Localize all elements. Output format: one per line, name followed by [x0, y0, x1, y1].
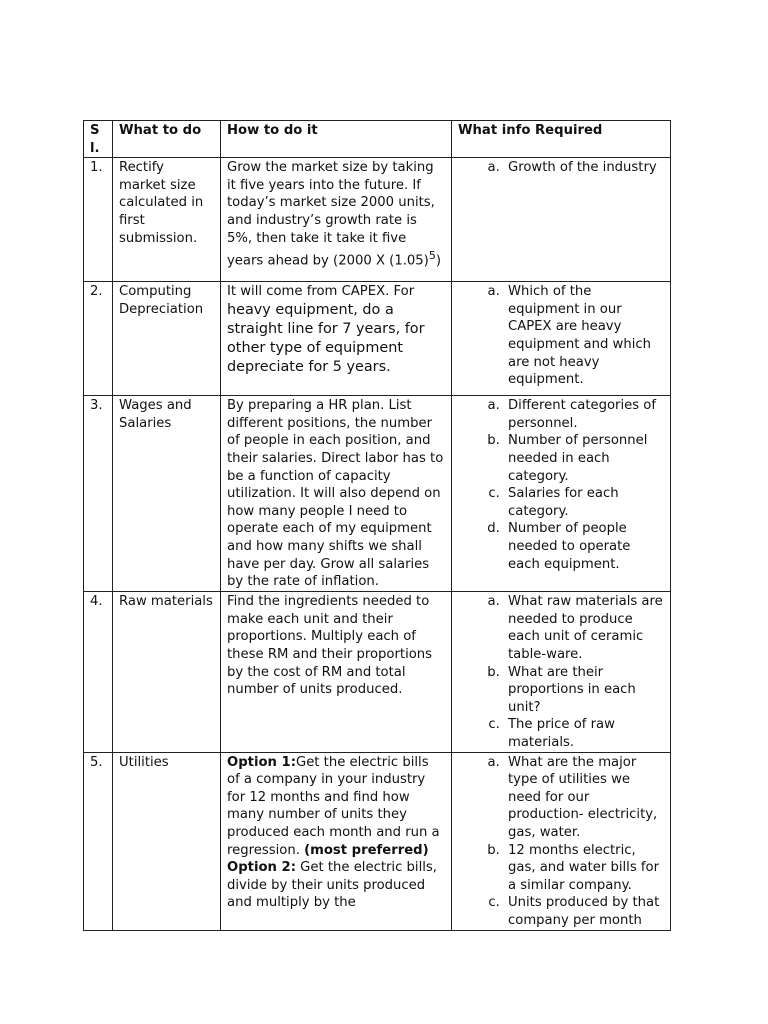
row-number: 5.	[84, 752, 113, 930]
how-text-end: )	[435, 253, 441, 269]
header-info-required: What info Required	[452, 121, 671, 158]
list-item: a. Different categories of personnel.	[504, 397, 664, 432]
list-item: c. Units produced by that company per month	[504, 894, 664, 929]
what-to-do-cell: Wages and Salaries	[113, 396, 221, 592]
row-number: 1.	[84, 158, 113, 282]
list-item: b. 12 months electric, gas, and water bills for a similar company.	[504, 842, 664, 895]
option-2-text: Get the electric bills, divide by their units produced and multiply by the	[227, 860, 437, 911]
list-item: c. Salaries for each category.	[504, 485, 664, 520]
info-list	[458, 159, 664, 177]
list-item: c. The price of raw materials.	[504, 716, 664, 751]
table-row	[84, 158, 671, 282]
list-item: a. What are the major type of utilities we need for our production- electricity, gas, water.	[504, 754, 664, 842]
list-item: d. Number of people needed to operate each equipment.	[504, 520, 664, 573]
how-text: It will come from CAPEX. For	[227, 284, 415, 300]
how-text-large: heavy equipment, do a straight line for 7 years, for other type of equipment depreciate for 5 years.	[227, 301, 425, 376]
how-to-do-cell: By preparing a HR plan. List different positions, the number of people in each position, and their salaries. Direct labor has to be a function of capacity utilization. It will also depend on how many people I need to operate each of my equipment and how many shifts we shall have per day. Grow all salaries by the rate of inflation.	[221, 396, 452, 592]
info-list	[458, 283, 664, 389]
info-cell	[452, 396, 671, 592]
option-2-label: Option 2:	[227, 860, 296, 876]
what-to-do-cell: Raw materials	[113, 592, 221, 752]
option-1-label: Option 1:	[227, 754, 296, 770]
list-item: a. What raw materials are needed to produce each unit of ceramic table-ware.	[504, 593, 664, 663]
what-to-do-cell: Utilities	[113, 752, 221, 930]
list-item: a. Which of the equipment in our CAPEX are heavy equipment and which are not heavy equipment.	[504, 283, 664, 389]
header-row	[84, 121, 671, 158]
what-to-do-cell: Computing Depreciation	[113, 282, 221, 396]
list-item: b. What are their proportions in each unit?	[504, 664, 664, 717]
table-row	[84, 282, 671, 396]
info-list	[458, 397, 664, 573]
table-row	[84, 752, 671, 930]
header-what-to-do: What to do	[113, 121, 221, 158]
row-number: 4.	[84, 592, 113, 752]
how-to-do-cell	[221, 158, 452, 282]
list-item: a. Growth of the industry	[504, 159, 664, 177]
exponent: 5	[428, 249, 436, 263]
row-number: 2.	[84, 282, 113, 396]
list-item: b. Number of personnel needed in each category.	[504, 432, 664, 485]
info-cell	[452, 282, 671, 396]
info-cell	[452, 158, 671, 282]
info-list	[458, 754, 664, 930]
info-list	[458, 593, 664, 751]
header-how-to-do-it: How to do it	[221, 121, 452, 158]
info-cell	[452, 592, 671, 752]
info-cell	[452, 752, 671, 930]
option-1-text: Get the electric bills of a company in your industry for 12 months and find how many number of units they produced each month and run a regression.	[227, 754, 440, 858]
header-sl: S l.	[84, 121, 113, 158]
plan-table	[83, 120, 671, 931]
table-row	[84, 592, 671, 752]
how-text: Grow the market size by taking it five years into the future. If today’s market size 2000 units, and industry’s growth rate is 5%, then take it take it five years ahead by (2000 X (1.05)	[227, 160, 435, 269]
what-to-do-cell: Rectify market size calculated in first submission.	[113, 158, 221, 282]
how-to-do-cell	[221, 752, 452, 930]
preferred-note: (most preferred)	[304, 842, 429, 858]
table-row	[84, 396, 671, 592]
row-number: 3.	[84, 396, 113, 592]
how-to-do-cell: Find the ingredients needed to make each unit and their proportions. Multiply each of these RM and their proportions by the cost of RM and total number of units produced.	[221, 592, 452, 752]
how-to-do-cell	[221, 282, 452, 396]
